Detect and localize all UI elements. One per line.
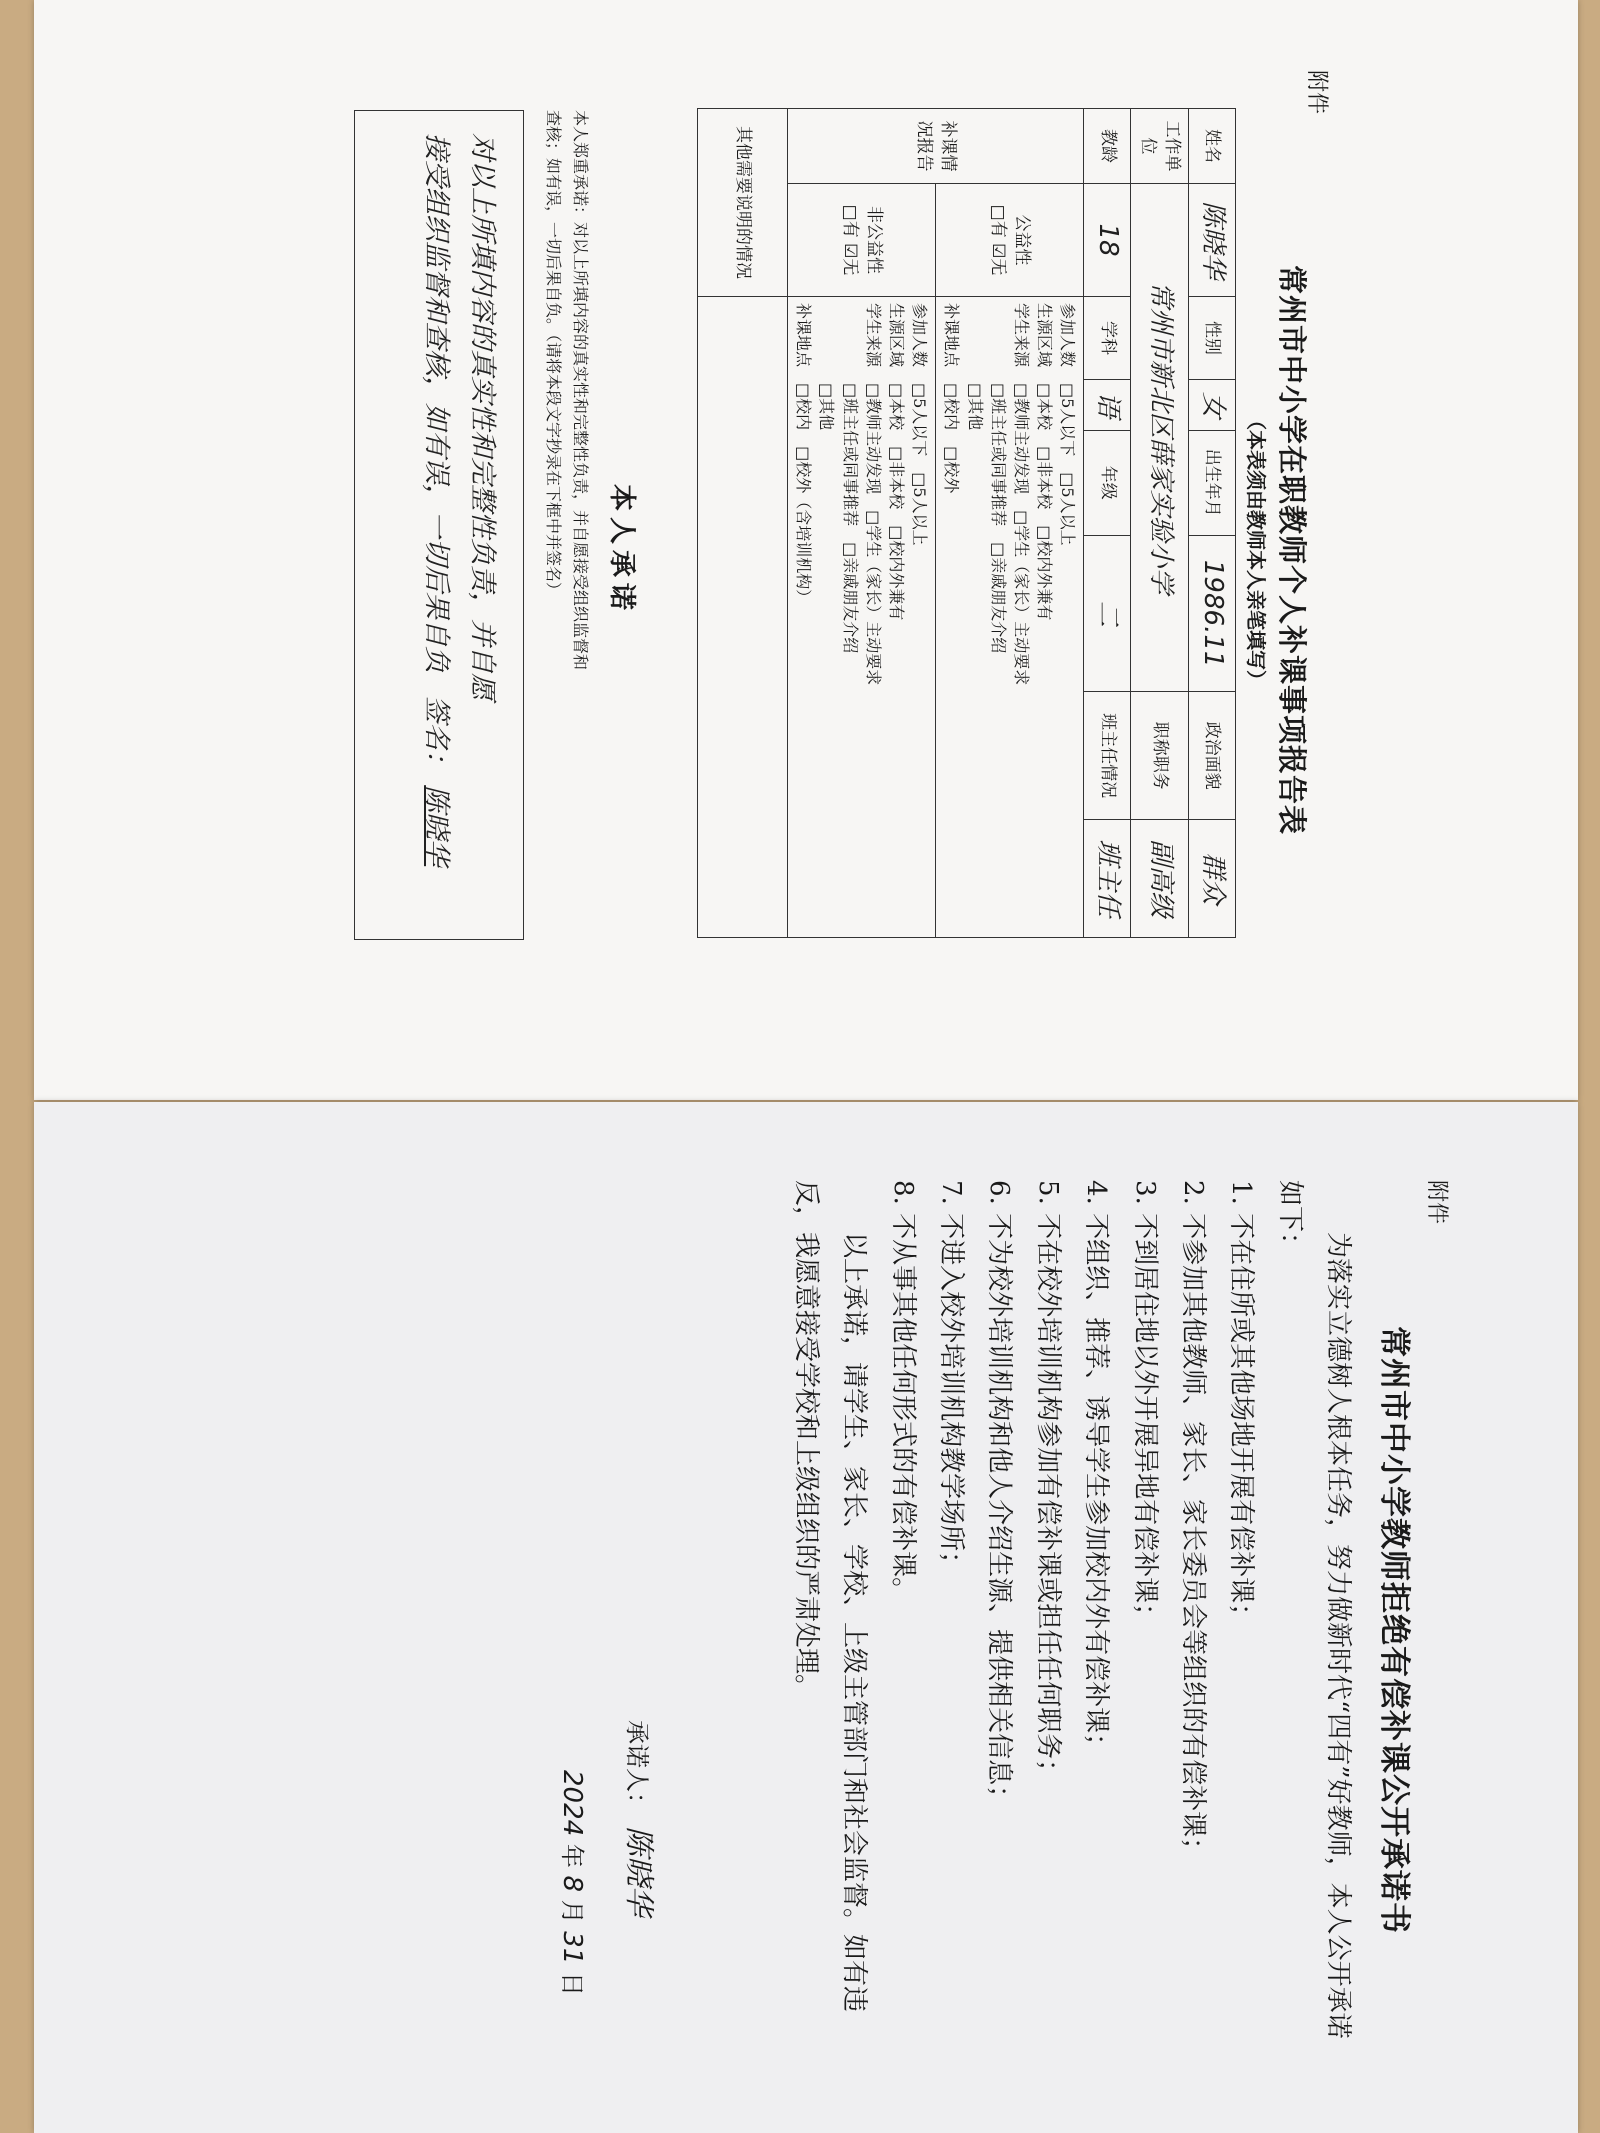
name-value: 陈晓华 (1189, 184, 1236, 297)
list-item: 3. 不到居住地以外开展异地有偿补课； (1129, 1180, 1160, 1630)
birth-label: 出生年月 (1189, 430, 1236, 535)
list-item: □班主任或同事推荐 □亲戚朋友介绍 (988, 303, 1008, 654)
list-item: 7. 不进入校外培训机构教学场所； (936, 1180, 967, 1578)
list-item: 4. 不组织、推荐、诱导学生参加校内外有偿补课； (1081, 1180, 1112, 1760)
letter-closing: 以上承诺，请学生、家长、学校、上级主管部门和社会监督。如有违反，我愿意接受学校和上级组织的严肃处理。 (791, 1180, 870, 2013)
table-row (1131, 109, 1189, 938)
public-welfare-cell (936, 184, 1084, 297)
pledge-handwriting-line-2 (413, 133, 459, 917)
pledge-note-line-2: 查核；如有误，一切后果自负。（请将本段文字抄录在下框中并签名） (543, 110, 563, 599)
letter-intro: 为落实立德树人根本任务，努力做新时代“四有”好教师，本人公开承诺如下： (1274, 1180, 1353, 2039)
pledge-handwriting-box (354, 110, 524, 940)
attachment-label: 附件 (1304, 70, 1329, 115)
title-post-label: 职称职务 (1131, 692, 1189, 819)
report-form-page (54, 70, 1334, 1030)
pledge-signature: 陈晓华 (421, 785, 453, 867)
non-public-welfare-options: □有 ☑无 (839, 204, 860, 276)
pledge-handwriting-text: 接受组织监督和查核，如有误，一切后果自负 (421, 133, 453, 673)
list-item: 5. 不在校外培训机构参加有偿补课或担任任何职务； (1032, 1180, 1063, 1786)
letter-title: 常州市中小学教师拒绝有偿补课公开承诺书 (1376, 1326, 1412, 1934)
pledge-title: 本人承诺 (606, 484, 637, 616)
non-public-welfare-details (788, 297, 936, 938)
list-item: 1. 不在住所或其他场地开展有偿补课； (1226, 1180, 1257, 1630)
date-day-unit: 日 (558, 1972, 586, 1997)
grade-value: 二 (1084, 535, 1131, 692)
pledge-note (540, 110, 594, 940)
list-item: 生源区域 □本校 □非本校 □校内外兼有 (887, 303, 907, 621)
pledge-handwriting-line-1: 对以上所填内容的真实性和完整性负责，并自愿 (467, 133, 498, 700)
report-form-table (697, 108, 1236, 938)
subject-label: 学科 (1084, 297, 1131, 380)
grade-label: 年级 (1084, 430, 1131, 535)
political-label: 政治面貌 (1189, 692, 1236, 819)
form-subtitle: （本表须由教师本人亲笔填写） (1244, 410, 1268, 690)
table-row (788, 109, 936, 938)
list-item: 补课地点 □校内 □校外（含培训机构） (794, 303, 814, 606)
list-item: 参加人数 □5人以下 □5人以上 (910, 303, 930, 546)
public-welfare-label: 公益性 (1012, 214, 1033, 266)
pledge-handwriting (395, 111, 523, 939)
list-item: □其他 (817, 303, 837, 431)
list-item: 8. 不从事其他任何形式的有偿补课。 (887, 1180, 918, 1604)
list-item: 生源区域 □本校 □非本校 □校内外兼有 (1035, 303, 1055, 621)
public-welfare-options: □有 ☑无 (987, 204, 1008, 276)
attachment-label: 附件 (1424, 1180, 1449, 1225)
signer-signature: 陈晓华 (621, 1826, 656, 1916)
list-item: 补课地点 □校内 □校外 (942, 303, 962, 494)
date-year: 2024 (557, 1770, 587, 1837)
letter-body (782, 1180, 1362, 2060)
tutoring-report-label: 补课情况报告 (788, 109, 1084, 184)
other-notes-value (698, 297, 788, 938)
letter-signer (620, 1720, 664, 1916)
list-item: 6. 不为校外培训机构和他人介绍生源、提供相关信息； (984, 1180, 1015, 1812)
birth-value: 1986.11 (1189, 535, 1236, 692)
pledge-letter-sheet (34, 1102, 1578, 2133)
work-unit-label: 工作单位 (1131, 109, 1189, 184)
list-item: 学生来源 □教师主动发现 □学生（家长）主动要求 (1011, 303, 1031, 686)
date-month: 8 (557, 1875, 587, 1892)
form-title: 常州市中小学在职教师个人补课事项报告表 (1275, 264, 1309, 835)
letter-date (557, 1770, 592, 1996)
list-item: □班主任或同事推荐 □亲戚朋友介绍 (840, 303, 860, 654)
table-row (1189, 109, 1236, 938)
non-public-welfare-cell (788, 184, 936, 297)
date-month-unit: 月 (558, 1899, 586, 1924)
non-public-welfare-label: 非公益性 (864, 206, 885, 274)
pledge-signature-label: 签名： (421, 695, 453, 777)
other-notes-label: 其他需要说明的情况 (698, 109, 788, 297)
signer-label: 承诺人： (623, 1720, 651, 1816)
subject-value: 语 (1084, 380, 1131, 431)
report-form-sheet (34, 0, 1578, 1100)
name-label: 姓名 (1189, 109, 1236, 184)
political-value: 群众 (1189, 819, 1236, 937)
homeroom-value: 班主任 (1084, 819, 1131, 937)
table-row (1084, 109, 1131, 938)
list-item: □其他 (965, 303, 985, 431)
list-item: 学生来源 □教师主动发现 □学生（家长）主动要求 (863, 303, 883, 686)
table-row (698, 109, 788, 938)
gender-label: 性别 (1189, 297, 1236, 380)
teaching-age-label: 教龄 (1084, 109, 1131, 184)
table-row (936, 109, 1084, 938)
public-welfare-details (936, 297, 1084, 938)
list-item: 参加人数 □5人以下 □5人以上 (1058, 303, 1078, 546)
title-post-value: 副高级 (1131, 819, 1189, 937)
pledge-note-line-1: 本人郑重承诺：对以上所填内容的真实性和完整性负责，并自愿接受组织监督和 (571, 110, 590, 671)
date-day: 31 (557, 1931, 587, 1965)
date-year-unit: 年 (558, 1843, 586, 1868)
teaching-age-value: 18 (1084, 184, 1131, 297)
pledge-letter-page (114, 1180, 1454, 2080)
list-item: 2. 不参加其他教师、家长、家长委员会等组织的有偿补课； (1177, 1180, 1208, 1864)
gender-value: 女 (1189, 380, 1236, 431)
homeroom-label: 班主任情况 (1084, 692, 1131, 819)
work-unit-value: 常州市新北区薛家实验小学 (1131, 184, 1189, 692)
